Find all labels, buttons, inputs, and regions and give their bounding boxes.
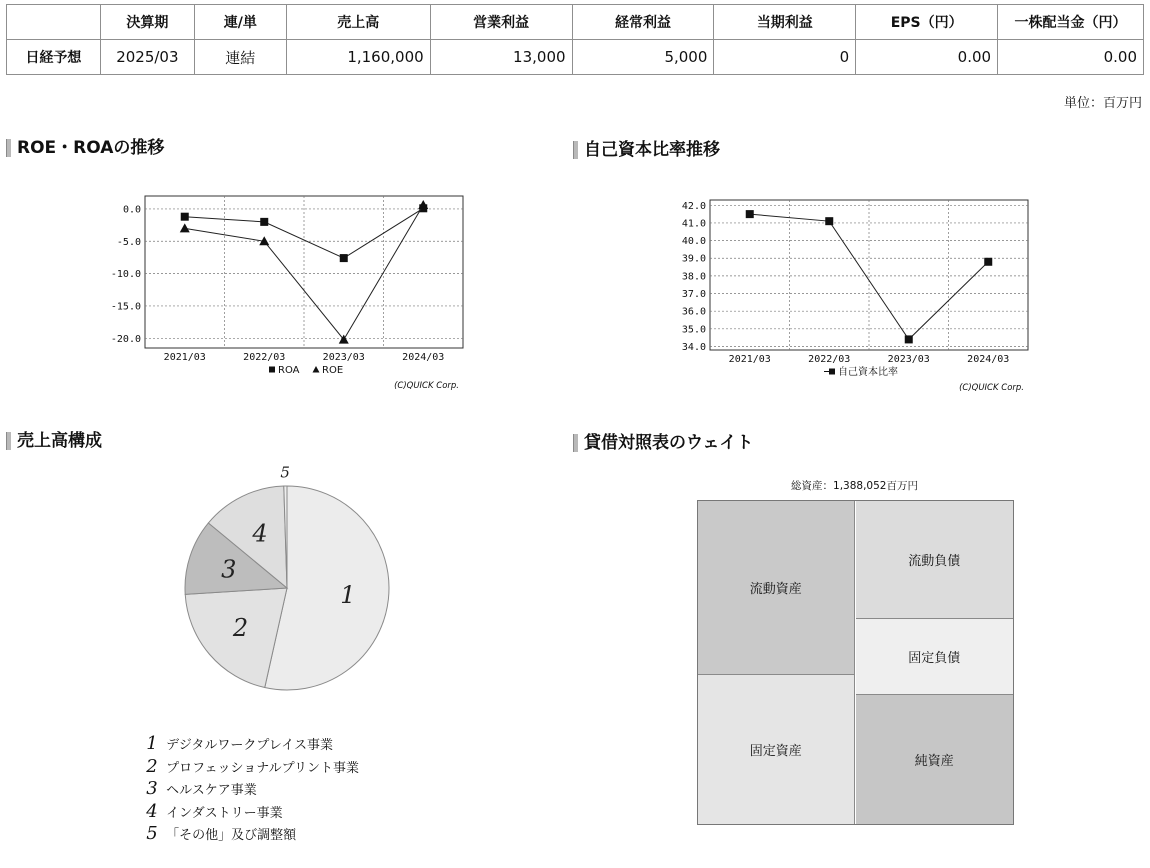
section-title-equity-ratio: 自己資本比率推移 xyxy=(573,139,720,161)
y-tick-label: 40.0 xyxy=(681,236,706,248)
table-cell: 0.00 xyxy=(998,40,1144,75)
table-cell: 2025/03 xyxy=(100,40,194,75)
roe-roa-line-chart xyxy=(100,183,480,403)
table-header-row xyxy=(7,5,1144,40)
data-point xyxy=(340,254,348,262)
data-point xyxy=(260,218,268,226)
pie-slice-label: 2 xyxy=(232,614,249,643)
legend-label: 「その他」及び調整額 xyxy=(166,828,297,844)
legend-number: 1 xyxy=(146,733,158,754)
y-tick-label: -5.0 xyxy=(116,236,141,248)
table-cell: 13,000 xyxy=(430,40,572,75)
y-tick-label: 39.0 xyxy=(681,253,706,265)
plot-area xyxy=(710,200,1028,350)
legend-label: ROA xyxy=(278,365,300,376)
current-assets-block xyxy=(698,501,855,675)
header-cell xyxy=(7,5,101,40)
pie-legend xyxy=(142,733,359,846)
row-label: 日経予想 xyxy=(7,40,101,75)
header-cell: 経常利益 xyxy=(572,5,714,40)
x-tick-label: 2023/03 xyxy=(887,354,930,365)
data-point xyxy=(181,213,189,221)
y-tick-label: -20.0 xyxy=(110,333,141,345)
legend-number: 2 xyxy=(146,755,158,777)
x-tick-label: 2021/03 xyxy=(728,354,771,365)
section-title-balance-sheet: 貸借対照表のウェイト xyxy=(573,432,753,454)
legend-number: 5 xyxy=(146,823,158,845)
legend-label: デジタルワークプレイス事業 xyxy=(166,738,334,753)
y-tick-label: 42.0 xyxy=(681,200,706,212)
header-cell: 当期利益 xyxy=(714,5,856,40)
legend-label: ヘルスケア事業 xyxy=(166,783,257,799)
data-point xyxy=(984,258,992,266)
section-title-sales-composition: 売上高構成 xyxy=(6,430,102,452)
y-tick-label: 37.0 xyxy=(681,289,706,301)
legend-item xyxy=(142,756,359,779)
x-tick-label: 2022/03 xyxy=(243,352,286,363)
header-cell: 営業利益 xyxy=(430,5,572,40)
sales-composition-pie-chart xyxy=(170,455,410,705)
data-point xyxy=(905,335,913,343)
legend-item xyxy=(142,801,359,824)
fixed-liabilities-block xyxy=(856,619,1014,695)
total-assets-label: 総資産：1,388,052百万円 xyxy=(791,480,918,492)
equity-ratio-line-chart xyxy=(665,190,1045,402)
y-tick-label: 34.0 xyxy=(681,341,706,353)
legend-marker xyxy=(269,367,275,373)
header-cell: 連/単 xyxy=(194,5,286,40)
table-row xyxy=(7,40,1144,75)
pie-slice-label: 4 xyxy=(252,519,268,548)
pie-slice-label: 1 xyxy=(340,581,356,610)
net-assets-block xyxy=(856,695,1014,824)
y-tick-label: 0.0 xyxy=(122,204,141,216)
x-tick-label: 2021/03 xyxy=(163,352,206,363)
current-liabilities-block xyxy=(856,501,1014,619)
block-label: 固定資産 xyxy=(749,744,802,760)
header-cell: EPS（円） xyxy=(856,5,998,40)
legend-number: 4 xyxy=(146,800,158,822)
y-tick-label: 38.0 xyxy=(681,271,706,283)
legend-marker xyxy=(313,366,320,373)
data-point xyxy=(746,210,754,218)
pie-slice-label: 5 xyxy=(280,463,290,482)
legend-label: ROE xyxy=(322,365,344,376)
header-cell: 売上高 xyxy=(286,5,430,40)
x-tick-label: 2024/03 xyxy=(402,352,445,363)
copyright-label: (C)QUICK Corp. xyxy=(394,381,459,391)
pie-slice-label: 3 xyxy=(221,555,237,584)
y-tick-label: -10.0 xyxy=(110,269,141,281)
header-cell: 一株配当金（円） xyxy=(998,5,1144,40)
data-point xyxy=(825,217,833,225)
y-tick-label: 35.0 xyxy=(681,324,706,336)
x-tick-label: 2023/03 xyxy=(322,352,365,363)
legend-number: 3 xyxy=(146,778,158,800)
table-cell: 1,160,000 xyxy=(286,40,430,75)
y-tick-label: 36.0 xyxy=(681,306,706,318)
forecast-table xyxy=(6,4,1144,75)
block-label: 純資産 xyxy=(914,753,954,769)
legend-label: インダストリー事業 xyxy=(166,805,283,821)
table-cell: 0.00 xyxy=(856,40,998,75)
block-label: 流動負債 xyxy=(908,553,961,569)
section-title-roe-roa: ROE・ROAの推移 xyxy=(6,137,164,159)
table-cell: 連結 xyxy=(194,40,286,75)
table-cell: 0 xyxy=(714,40,856,75)
balance-sheet-chart xyxy=(697,500,1014,825)
fixed-assets-block xyxy=(698,675,855,824)
x-tick-label: 2022/03 xyxy=(808,354,851,365)
legend-item xyxy=(142,778,359,801)
block-label: 流動資産 xyxy=(749,582,802,598)
y-tick-label: -15.0 xyxy=(110,301,141,313)
legend-item xyxy=(142,823,359,846)
legend-label: 自己資本比率 xyxy=(838,367,898,378)
legend-item xyxy=(142,733,359,756)
legend-marker xyxy=(829,369,835,375)
table-cell: 5,000 xyxy=(572,40,714,75)
copyright-label: (C)QUICK Corp. xyxy=(959,383,1024,393)
unit-note: 単位：百万円 xyxy=(1063,96,1142,111)
x-tick-label: 2024/03 xyxy=(967,354,1010,365)
header-cell: 決算期 xyxy=(100,5,194,40)
block-label: 固定負債 xyxy=(908,650,961,666)
legend-label: プロフェッショナルプリント事業 xyxy=(166,760,360,776)
y-tick-label: 41.0 xyxy=(681,218,706,230)
